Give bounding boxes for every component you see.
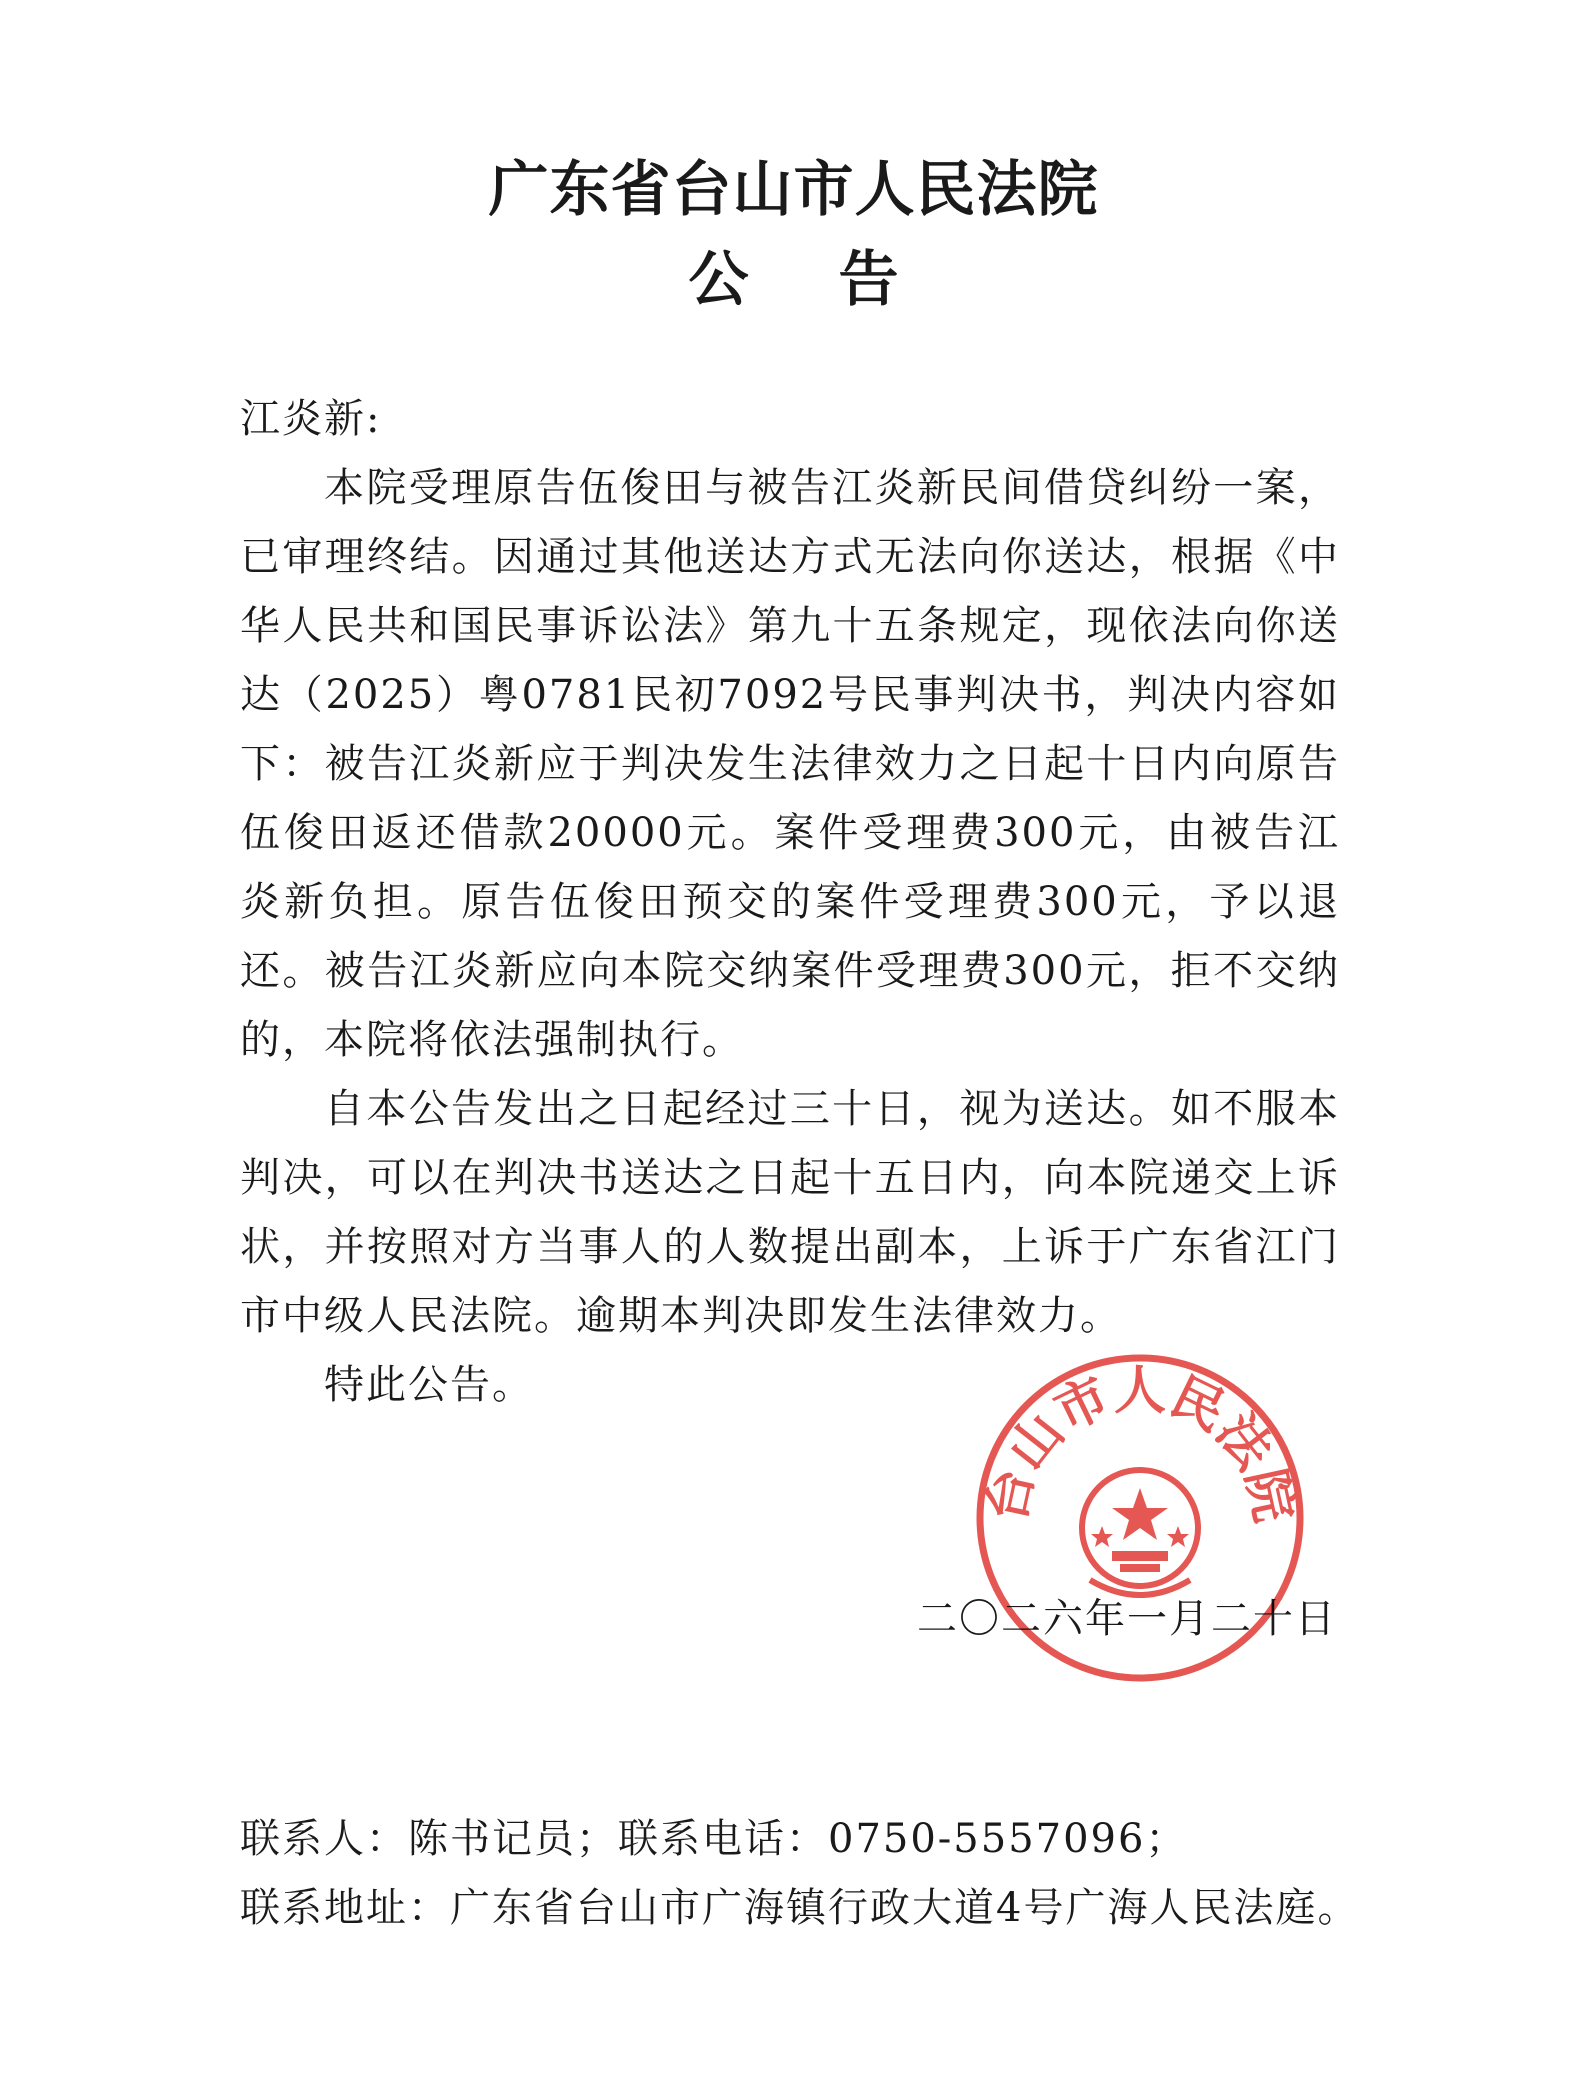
salutation: 江炎新: xyxy=(240,396,382,442)
seal-arc-text: 台山市人民法院 xyxy=(975,1360,1305,1528)
national-emblem-icon xyxy=(1082,1470,1198,1595)
paragraph-notice: 本院受理原告伍俊田与被告江炎新民间借贷纠纷一案，已审理终结。因通过其他送达方式无法向你送达，根据《中华人民共和国民事诉讼法》第九十五条规定，现依法向你送达（2025）粤0781民初7092号民事判决书，判决内容如下：被告江炎新应于判决发生法律效力之日起十日内向原告伍俊田返还借款20000元。案件受理费300元，由被告江炎新负担。原告伍俊田预交的案件受理费300元，予以退还。被告江炎新应向本院交纳案件受理费300元，拒不交纳的，本院将依法强制执行。 xyxy=(240,465,1340,1063)
court-name-heading: 广东省台山市人民法院 xyxy=(488,155,1099,225)
court-seal-stamp xyxy=(970,1348,1310,1688)
issue-date: 二〇二六年一月二十日 xyxy=(917,1596,1337,1642)
doc-type-heading: 公告 xyxy=(688,245,989,315)
contact-address: 联系地址：广东省台山市广海镇行政大道4号广海人民法庭。 xyxy=(240,1885,1360,1931)
paragraph-closing: 特此公告。 xyxy=(324,1362,534,1408)
contact-person-phone: 联系人：陈书记员；联系电话：0750-5557096； xyxy=(240,1816,1188,1862)
paragraph-service-appeal: 自本公告发出之日起经过三十日，视为送达。如不服本判决，可以在判决书送达之日起十五日内，向本院递交上诉状，并按照对方当事人的人数提出副本，上诉于广东省江门市中级人民法院。逾期本判决即发生法律效力。 xyxy=(240,1086,1340,1339)
